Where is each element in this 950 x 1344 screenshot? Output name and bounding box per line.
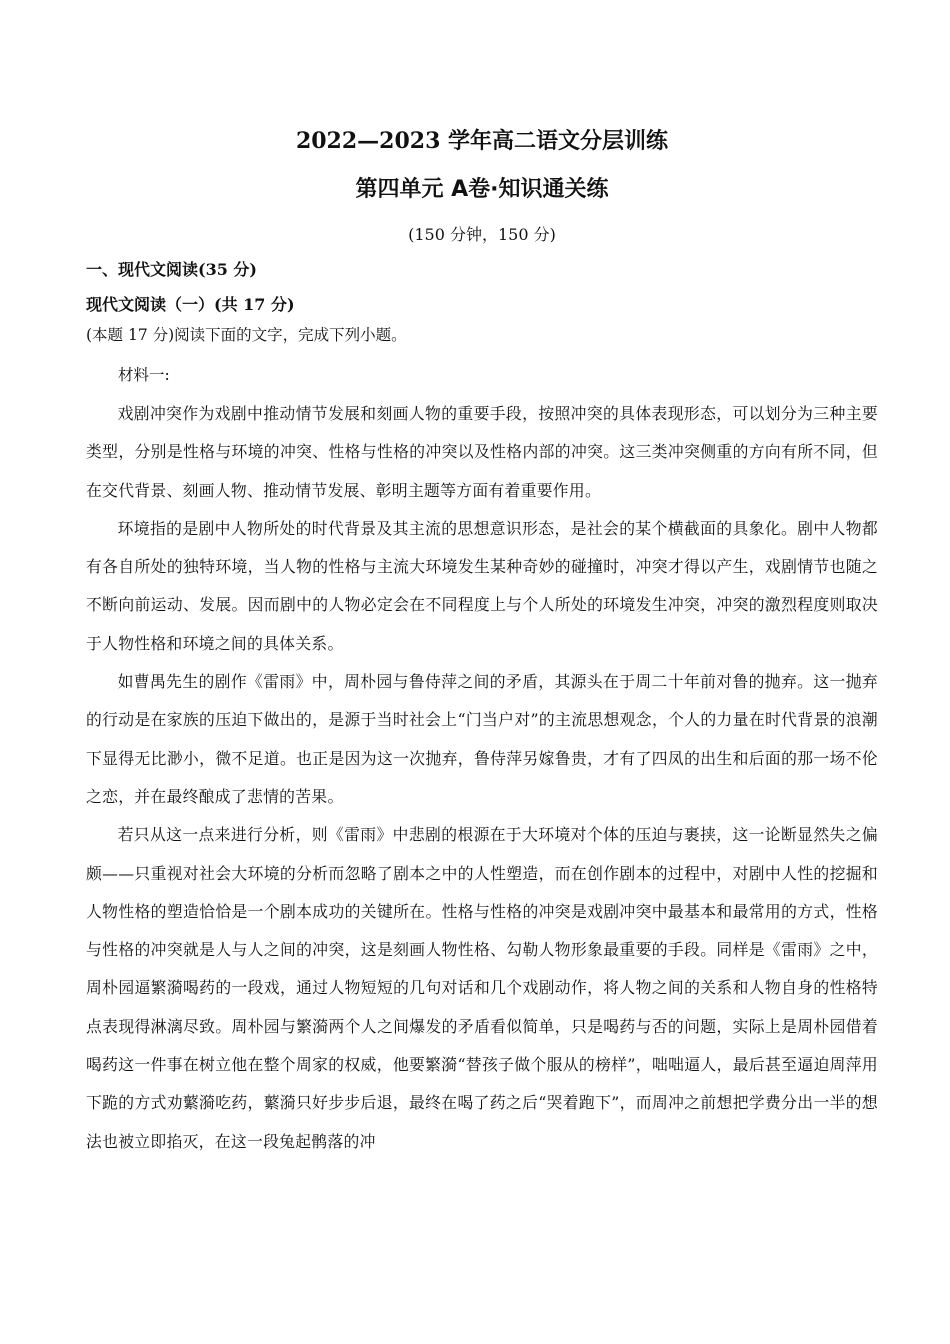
paragraph: 若只从这一点来进行分析，则《雷雨》中悲剧的根源在于大环境对个体的压迫与裹挟，这一论断显然失之偏颇——只重视对社会大环境的分析而忽略了剧本之中的人性塑造，而在创作剧本的过程中，对剧中人性的挖掘和人物性格的塑造恰恰是一个剧本成功的关键所在。性格与性格的冲突是戏剧冲突中最基本和最常用的方式，性格与性格的冲突就是人与人之间的冲突，这是刻画人物性格、勾勒人物形象最重要的手段。同样是《雷雨》之中，周朴园逼繁漪喝药的一段戏，通过人物短短的几句对话和几个戏剧动作，将人物之间的关系和人物自身的性格特点表现得淋漓尽致。周朴园与繁漪两个人之间爆发的矛盾看似简单，只是喝药与否的问题，实际上是周朴园借着喝药这一件事在树立他在整个周家的权威，他要繁漪“替孩子做个服从的榜样”，咄咄逼人，最后甚至逼迫周萍用下跪的方式劝蘩漪吃药，蘩漪只好步步后退，最终在喝了药之后“哭着跑下”，而周冲之前想把学费分出一半的想法也被立即掐灭，在这一段兔起鹘落的冲 [86,825,878,1151]
article-body [86,395,878,1161]
time-score-info: (150 分钟，150 分) [408,225,556,244]
material-label: 材料一: [118,366,170,384]
reading-subheading: 现代文阅读（一）(共 17 分) [86,295,295,314]
paragraph: 如曹禺先生的剧作《雷雨》中，周朴园与鲁侍萍之间的矛盾，其源头在于周二十年前对鲁的抛弃。这一抛弃的行动是在家族的压迫下做出的，是源于当时社会上“门当户对”的主流思想观念，个人的力量在时代背景的浪潮下显得无比渺小，微不足道。也正是因为这一次抛弃，鲁侍萍另嫁鲁贵，才有了四凤的出生和后面的那一场不伦之恋，并在最终酿成了悲情的苦果。 [86,672,878,806]
paragraph: 环境指的是剧中人物所处的时代背景及其主流的思想意识形态，是社会的某个横截面的具象化。剧中人物都有各自所处的独特环境，当人物的性格与主流大环境发生某种奇妙的碰撞时，冲突才得以产生，戏剧情节也随之不断向前运动、发展。因而剧中的人物必定会在不同程度上与个人所处的环境发生冲突，冲突的激烈程度则取决于人物性格和环境之间的具体关系。 [86,518,878,653]
document-title: 2022—2023 学年高二语文分层训练 [295,128,669,154]
question-instruction: (本题 17 分)阅读下面的文字，完成下列小题。 [86,326,407,344]
paragraph: 戏剧冲突作为戏剧中推动情节发展和刻画人物的重要手段，按照冲突的具体表现形态，可以划分为三种主要类型，分别是性格与环境的冲突、性格与性格的冲突以及性格内部的冲突。这三类冲突侧重的方向有所不同，但在交代背景、刻画人物、推动情节发展、彰明主题等方面有着重要作用。 [86,404,878,500]
section-heading: 一、现代文阅读(35 分) [86,260,257,279]
unit-title: 第四单元 A卷·知识通关练 [355,177,609,202]
